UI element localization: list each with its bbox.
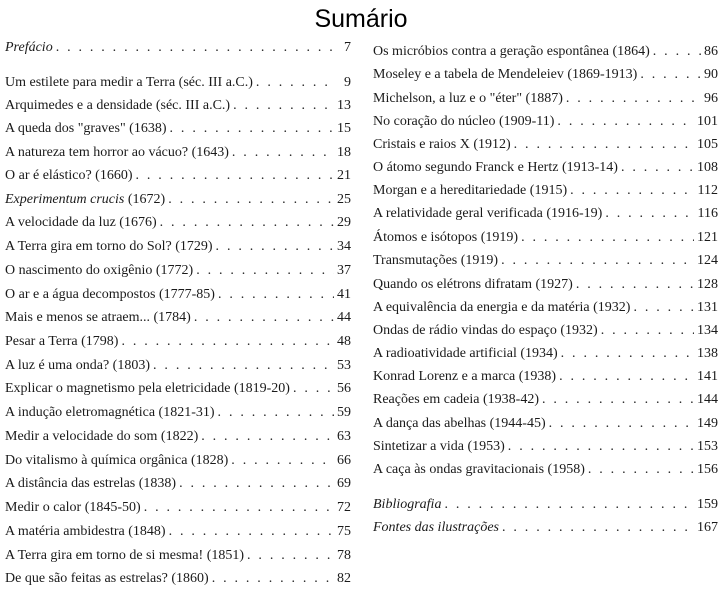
leader-dots <box>168 190 334 210</box>
entry-page: 124 <box>697 253 718 268</box>
entry-page: 144 <box>697 392 718 407</box>
entry-page: 56 <box>337 381 351 396</box>
entry-page: 37 <box>337 263 351 278</box>
entry-title: Pesar a Terra (1798) <box>5 334 119 349</box>
leader-dots <box>293 379 334 399</box>
toc-entry[interactable] <box>5 379 351 399</box>
leader-dots <box>566 89 701 109</box>
leader-dots <box>633 298 694 318</box>
leader-dots <box>557 112 694 132</box>
entry-title: A radioatividade artificial (1934) <box>373 346 558 361</box>
toc-entry[interactable] <box>373 390 718 410</box>
entry-title: A natureza tem horror ao vácuo? (1643) <box>5 145 229 160</box>
toc-entry[interactable] <box>5 332 351 352</box>
entry-page: 18 <box>337 145 351 160</box>
toc-entry[interactable] <box>373 367 718 387</box>
leader-dots <box>444 495 694 515</box>
toc-entry[interactable] <box>5 237 351 257</box>
entry-page: 96 <box>704 91 718 106</box>
entry-page: 112 <box>697 183 718 198</box>
entry-page: 44 <box>337 310 351 325</box>
toc-entry[interactable] <box>5 474 351 494</box>
leader-dots <box>502 518 694 538</box>
entry-title: Ondas de rádio vindas do espaço (1932) <box>373 323 598 338</box>
leader-dots <box>576 275 694 295</box>
leader-dots <box>160 213 334 233</box>
toc-entry[interactable] <box>373 204 718 224</box>
entry-page: 167 <box>697 520 718 535</box>
entry-title: Moseley e a tabela de Mendeleiev (1869-1913) <box>373 67 638 82</box>
entry-page: 116 <box>697 206 718 221</box>
leader-dots <box>247 546 334 566</box>
toc-entry[interactable] <box>5 308 351 328</box>
entry-title: A velocidade da luz (1676) <box>5 215 157 230</box>
entry-page: 108 <box>697 160 718 175</box>
toc-entry[interactable] <box>373 298 718 318</box>
leader-dots <box>508 437 694 457</box>
entry-page: 75 <box>337 524 351 539</box>
toc-entry[interactable] <box>373 42 718 62</box>
entry-title: A dança das abelhas (1944-45) <box>373 416 546 431</box>
toc-entry[interactable] <box>5 569 351 589</box>
entry-page: 138 <box>697 346 718 361</box>
toc-entry[interactable] <box>373 181 718 201</box>
entry-title: A luz é uma onda? (1803) <box>5 358 151 373</box>
entry-title: A caça às ondas gravitacionais (1958) <box>373 462 585 477</box>
leader-dots <box>144 498 334 518</box>
leader-dots <box>561 344 694 364</box>
entry-title: Os micróbios contra a geração espontânea (1864) <box>373 44 650 59</box>
entry-page: 21 <box>337 168 351 183</box>
toc-entry[interactable] <box>373 414 718 434</box>
entry-page: 90 <box>704 67 718 82</box>
leader-dots <box>233 96 334 116</box>
toc-entry[interactable] <box>5 38 351 58</box>
leader-dots <box>194 308 334 328</box>
leader-dots <box>169 522 334 542</box>
toc-entry[interactable] <box>373 518 718 538</box>
entry-page: 7 <box>344 40 351 55</box>
leader-dots <box>653 42 701 62</box>
entry-page: 156 <box>697 462 718 477</box>
entry-title: De que são feitas as estrelas? (1860) <box>5 571 209 586</box>
entry-title: Medir a velocidade do som (1822) <box>5 429 199 444</box>
entry-page: 9 <box>344 75 351 90</box>
leader-dots <box>559 367 694 387</box>
leader-dots <box>218 285 334 305</box>
entry-title: Fontes das ilustrações <box>373 520 499 535</box>
toc-entry[interactable] <box>373 228 718 248</box>
toc-entry[interactable] <box>5 285 351 305</box>
leader-dots <box>521 228 694 248</box>
toc-entry[interactable] <box>5 261 351 281</box>
leader-dots <box>605 204 694 224</box>
entry-title: Michelson, a luz e o "éter" (1887) <box>373 91 563 106</box>
leader-dots <box>216 237 334 257</box>
entry-title: A queda dos "graves" (1638) <box>5 121 167 136</box>
toc-entry[interactable] <box>5 356 351 376</box>
toc-entry[interactable] <box>373 437 718 457</box>
entry-title: Explicar o magnetismo pela eletricidade (1819-20) <box>5 381 290 396</box>
entry-title: Arquimedes e a densidade (séc. III a.C.) <box>5 98 231 113</box>
entry-title: A relatividade geral verificada (1916-19) <box>373 206 603 221</box>
entry-page: 141 <box>697 369 718 384</box>
entry-page: 72 <box>337 500 351 515</box>
toc-entry[interactable] <box>5 213 351 233</box>
entry-title: A Terra gira em torno do Sol? (1729) <box>5 239 213 254</box>
leader-dots <box>196 261 334 281</box>
toc-entry[interactable] <box>5 546 351 566</box>
entry-page: 101 <box>697 114 718 129</box>
entry-page: 29 <box>337 215 351 230</box>
entry-page: 82 <box>337 571 351 586</box>
leader-dots <box>256 73 334 93</box>
leader-dots <box>218 403 334 423</box>
entry-page: 159 <box>697 497 718 512</box>
entry-title: Konrad Lorenz e a marca (1938) <box>373 369 557 384</box>
entry-title: Experimentum crucis <box>5 192 125 207</box>
entry-page: 128 <box>697 277 718 292</box>
leader-dots <box>621 158 694 178</box>
leader-dots <box>179 474 334 494</box>
toc-entry[interactable] <box>373 495 718 515</box>
entry-page: 53 <box>337 358 351 373</box>
entry-title: A Terra gira em torno de si mesma! (1851) <box>5 548 245 563</box>
entry-title: A equivalência da energia e da matéria (1932) <box>373 300 631 315</box>
entry-title: O ar e a água decompostos (1777-85) <box>5 287 215 302</box>
leader-dots <box>640 65 701 85</box>
entry-page: 131 <box>697 300 718 315</box>
toc-entry[interactable] <box>373 89 718 109</box>
entry-page: 86 <box>704 44 718 59</box>
leader-dots <box>231 451 334 471</box>
toc-entry[interactable] <box>5 119 351 139</box>
leader-dots <box>136 166 335 186</box>
toc-entry[interactable] <box>373 321 718 341</box>
leader-dots <box>153 356 334 376</box>
entry-title: A distância das estrelas (1838) <box>5 476 177 491</box>
toc-entry[interactable] <box>5 427 351 447</box>
toc-entry[interactable] <box>373 251 718 271</box>
entry-title: Sintetizar a vida (1953) <box>373 439 505 454</box>
toc-entry[interactable] <box>5 166 351 186</box>
entry-page: 105 <box>697 137 718 152</box>
toc-entry[interactable] <box>373 344 718 364</box>
entry-page: 48 <box>337 334 351 349</box>
entry-title: A indução eletromagnética (1821-31) <box>5 405 215 420</box>
toc-entry[interactable] <box>373 275 718 295</box>
entry-page: 69 <box>337 476 351 491</box>
toc-entry[interactable] <box>5 522 351 542</box>
entry-page: 78 <box>337 548 351 563</box>
leader-dots <box>121 332 334 352</box>
leader-dots <box>549 414 694 434</box>
entry-page: 59 <box>337 405 351 420</box>
entry-title: Medir o calor (1845-50) <box>5 500 141 515</box>
toc-entry[interactable] <box>373 135 718 155</box>
toc-entry[interactable] <box>5 451 351 471</box>
entry-title: No coração do núcleo (1909-11) <box>373 114 555 129</box>
leader-dots <box>542 390 694 410</box>
leader-dots <box>514 135 694 155</box>
entry-title: Do vitalismo à química orgânica (1828) <box>5 453 229 468</box>
entry-title: O átomo segundo Franck e Hertz (1913-14) <box>373 160 618 175</box>
leader-dots <box>201 427 334 447</box>
entry-page: 134 <box>697 323 718 338</box>
entry-title: Mais e menos se atraem... (1784) <box>5 310 191 325</box>
entry-title: O ar é elástico? (1660) <box>5 168 133 183</box>
entry-page: 13 <box>337 98 351 113</box>
entry-title: Cristais e raios X (1912) <box>373 137 511 152</box>
entry-title: Bibliografia <box>373 497 442 512</box>
entry-page: 25 <box>337 192 351 207</box>
toc-entry[interactable] <box>5 498 351 518</box>
toc-entry[interactable] <box>5 403 351 423</box>
toc-entry[interactable] <box>373 112 718 132</box>
entry-title: Quando os elétrons difratam (1927) <box>373 277 573 292</box>
leader-dots <box>170 119 334 139</box>
entry-page: 41 <box>337 287 351 302</box>
entry-year: (1672) <box>124 192 166 207</box>
leader-dots <box>570 181 694 201</box>
entry-page: 34 <box>337 239 351 254</box>
page-title: Sumário <box>314 5 408 33</box>
leader-dots <box>601 321 694 341</box>
entry-title: Prefácio <box>5 40 53 55</box>
toc-entry[interactable] <box>5 73 351 93</box>
leader-dots <box>56 38 334 58</box>
entry-page: 153 <box>697 439 718 454</box>
entry-title: O nascimento do oxigênio (1772) <box>5 263 194 278</box>
toc-entry[interactable] <box>5 143 351 163</box>
entry-page: 121 <box>697 230 718 245</box>
leader-dots <box>212 569 334 589</box>
leader-dots <box>501 251 694 271</box>
entry-title: Transmutações (1919) <box>373 253 499 268</box>
toc-entry[interactable] <box>373 460 718 480</box>
toc-entry[interactable] <box>5 96 351 116</box>
entry-page: 15 <box>337 121 351 136</box>
entry-title: Átomos e isótopos (1919) <box>373 230 519 245</box>
entry-title: Morgan e a hereditariedade (1915) <box>373 183 568 198</box>
toc-entry[interactable] <box>5 190 351 210</box>
toc-entry[interactable] <box>373 158 718 178</box>
entry-title: Reações em cadeia (1938-42) <box>373 392 539 407</box>
leader-dots <box>588 460 694 480</box>
entry-page: 66 <box>337 453 351 468</box>
entry-page: 149 <box>697 416 718 431</box>
toc-entry[interactable] <box>373 65 718 85</box>
entry-title: A matéria ambidestra (1848) <box>5 524 166 539</box>
entry-title: Um estilete para medir a Terra (séc. III a.C.) <box>5 75 253 90</box>
leader-dots <box>232 143 334 163</box>
entry-page: 63 <box>337 429 351 444</box>
